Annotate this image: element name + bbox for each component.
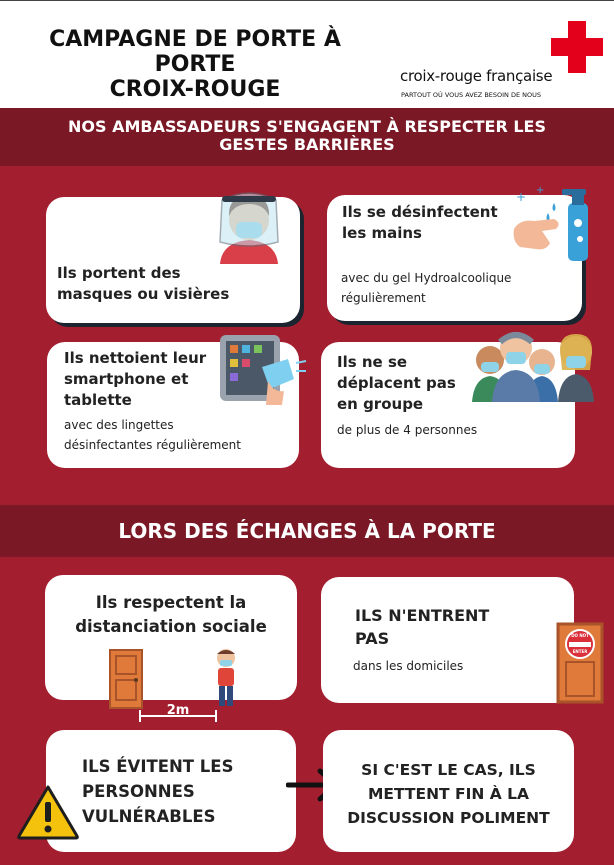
tablet-cleaning-icon xyxy=(218,333,308,405)
brand-name: croix-rouge française xyxy=(400,67,553,85)
card-title-line: Ils nettoient leur xyxy=(64,349,207,367)
group-of-people-icon xyxy=(472,322,594,402)
title-line: CAMPAGNE DE PORTE À xyxy=(49,27,341,52)
door-sign-text xyxy=(570,649,590,654)
warning-icon xyxy=(16,784,80,840)
card-title-line: SI C'EST LE CAS, ILS xyxy=(361,761,536,779)
red-cross-logo-icon xyxy=(551,21,603,73)
card-title-line: VULNÉRABLES xyxy=(82,807,216,826)
card-sub-line: désinfectantes régulièrement xyxy=(64,438,241,452)
section-title-gestes xyxy=(0,108,614,166)
card-title-line: smartphone et xyxy=(64,370,189,388)
door-sign-line: DO NOT xyxy=(571,633,589,638)
card-title-line: déplacent pas xyxy=(337,374,456,392)
svg-text:+: + xyxy=(536,185,545,196)
card-sub-line: de plus de 4 personnes xyxy=(337,423,478,437)
section-title-line: NOS AMBASSADEURS S'ENGAGENT À RESPECTER LES xyxy=(68,117,546,136)
title-line: PORTE xyxy=(154,52,236,77)
card-title-line: PAS xyxy=(355,629,390,648)
card-title-line: en groupe xyxy=(337,395,424,413)
card-title-line: DISCUSSION POLIMENT xyxy=(347,809,550,827)
face-shield-person-icon xyxy=(214,186,284,266)
card-vulnerable xyxy=(46,730,296,852)
card-title-line: METTENT FIN À LA xyxy=(367,785,530,803)
card-sub-line: avec des lingettes xyxy=(64,418,174,432)
card-title-line: Ils respectent la xyxy=(95,593,247,612)
card-title-line: Ils portent des xyxy=(57,264,181,282)
card-title-line: ILS ÉVITENT LES xyxy=(82,757,234,776)
title-line: CROIX-ROUGE xyxy=(109,77,281,102)
card-title-line: distanciation sociale xyxy=(75,617,267,636)
hand-sanitizer-icon xyxy=(510,183,594,265)
card-sub-line: dans les domiciles xyxy=(353,659,464,673)
section-title-porte: LORS DES ÉCHANGES À LA PORTE xyxy=(0,505,614,557)
brand-tagline: PARTOUT OÙ VOUS AVEZ BESOIN DE NOUS xyxy=(401,91,542,99)
page-title xyxy=(30,27,360,102)
door-sign-text xyxy=(570,633,590,638)
card-title-line: Ils ne se xyxy=(337,353,408,371)
svg-text:+: + xyxy=(516,190,527,204)
do-not-enter-door-icon xyxy=(556,622,604,704)
header xyxy=(0,0,614,108)
card-sub-line: avec du gel Hydroalcoolique xyxy=(341,271,512,285)
card-title-line: Ils se désinfectent xyxy=(342,203,498,221)
card-title-line: ILS N'ENTRENT xyxy=(355,606,490,625)
card-title-line: PERSONNES xyxy=(82,782,195,801)
door-sign-line: ENTER xyxy=(572,649,588,654)
distance-label: 2m xyxy=(166,703,190,718)
card-end-discussion xyxy=(323,730,574,852)
card-sub-line: régulièrement xyxy=(341,291,426,305)
card-title-line: tablette xyxy=(64,391,132,409)
card-title-line: les mains xyxy=(342,224,422,242)
card-no-enter xyxy=(321,577,574,703)
section-title-line: GESTES BARRIÈRES xyxy=(219,135,395,154)
card-title-line: masques ou visières xyxy=(57,285,230,303)
